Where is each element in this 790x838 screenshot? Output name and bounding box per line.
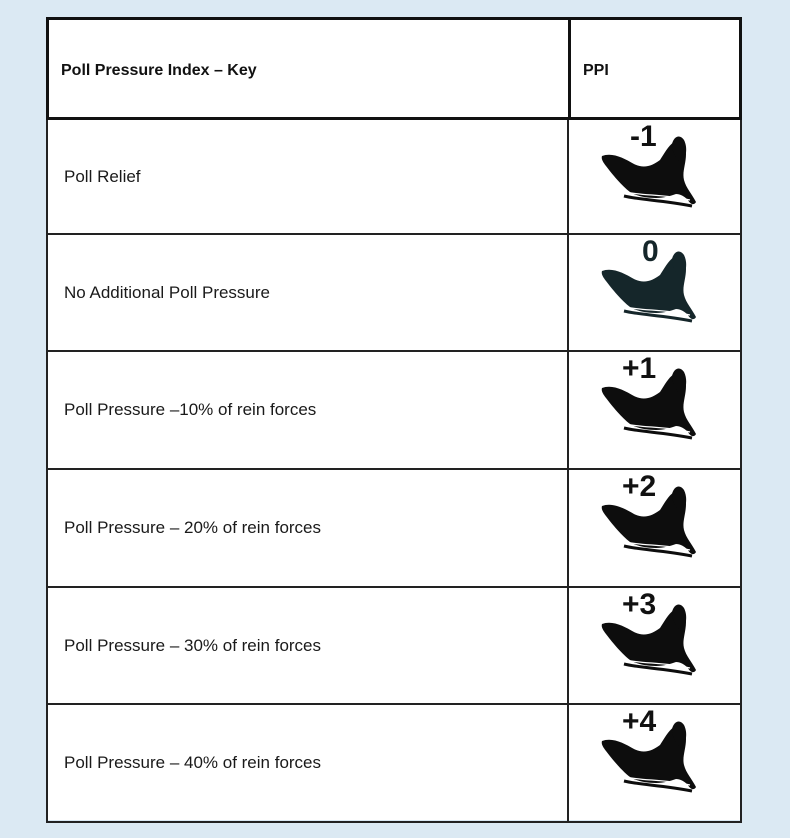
row-label: No Additional Poll Pressure	[64, 282, 271, 302]
row-label: Poll Pressure – 40% of rein forces	[64, 753, 322, 772]
table-row	[46, 470, 742, 588]
ppi-cell	[600, 705, 700, 793]
header-divider	[568, 20, 571, 117]
table-row	[46, 120, 742, 235]
ppi-cell	[600, 588, 700, 676]
ppi-cell	[600, 352, 700, 440]
ppi-value: 0	[642, 235, 659, 268]
table-body	[46, 120, 742, 823]
ppi-value: +3	[622, 588, 657, 621]
table-row	[46, 705, 742, 823]
ppi-cell	[600, 235, 700, 323]
ppi-value: -1	[630, 120, 657, 153]
ppi-key-table	[46, 17, 742, 820]
cell-divider	[567, 470, 569, 586]
ppi-value: +2	[622, 470, 657, 503]
row-label: Poll Pressure – 20% of rein forces	[64, 518, 322, 537]
cell-divider	[567, 120, 569, 233]
cell-divider	[567, 235, 569, 350]
ppi-value: +1	[622, 352, 657, 385]
header-ppi-title: PPI	[583, 62, 609, 79]
row-label: Poll Relief	[64, 166, 141, 186]
table-row	[46, 235, 742, 352]
ppi-cell	[600, 470, 700, 558]
row-label: Poll Pressure –10% of rein forces	[64, 400, 317, 419]
ppi-cell	[600, 120, 700, 208]
cell-divider	[567, 705, 569, 821]
row-label: Poll Pressure – 30% of rein forces	[64, 635, 322, 655]
table-row	[46, 588, 742, 705]
cell-divider	[567, 588, 569, 703]
header-key-title: Poll Pressure Index – Key	[61, 62, 257, 79]
ppi-value: +4	[622, 705, 657, 738]
cell-divider	[567, 352, 569, 468]
table-row	[46, 352, 742, 470]
table-header	[46, 17, 742, 120]
